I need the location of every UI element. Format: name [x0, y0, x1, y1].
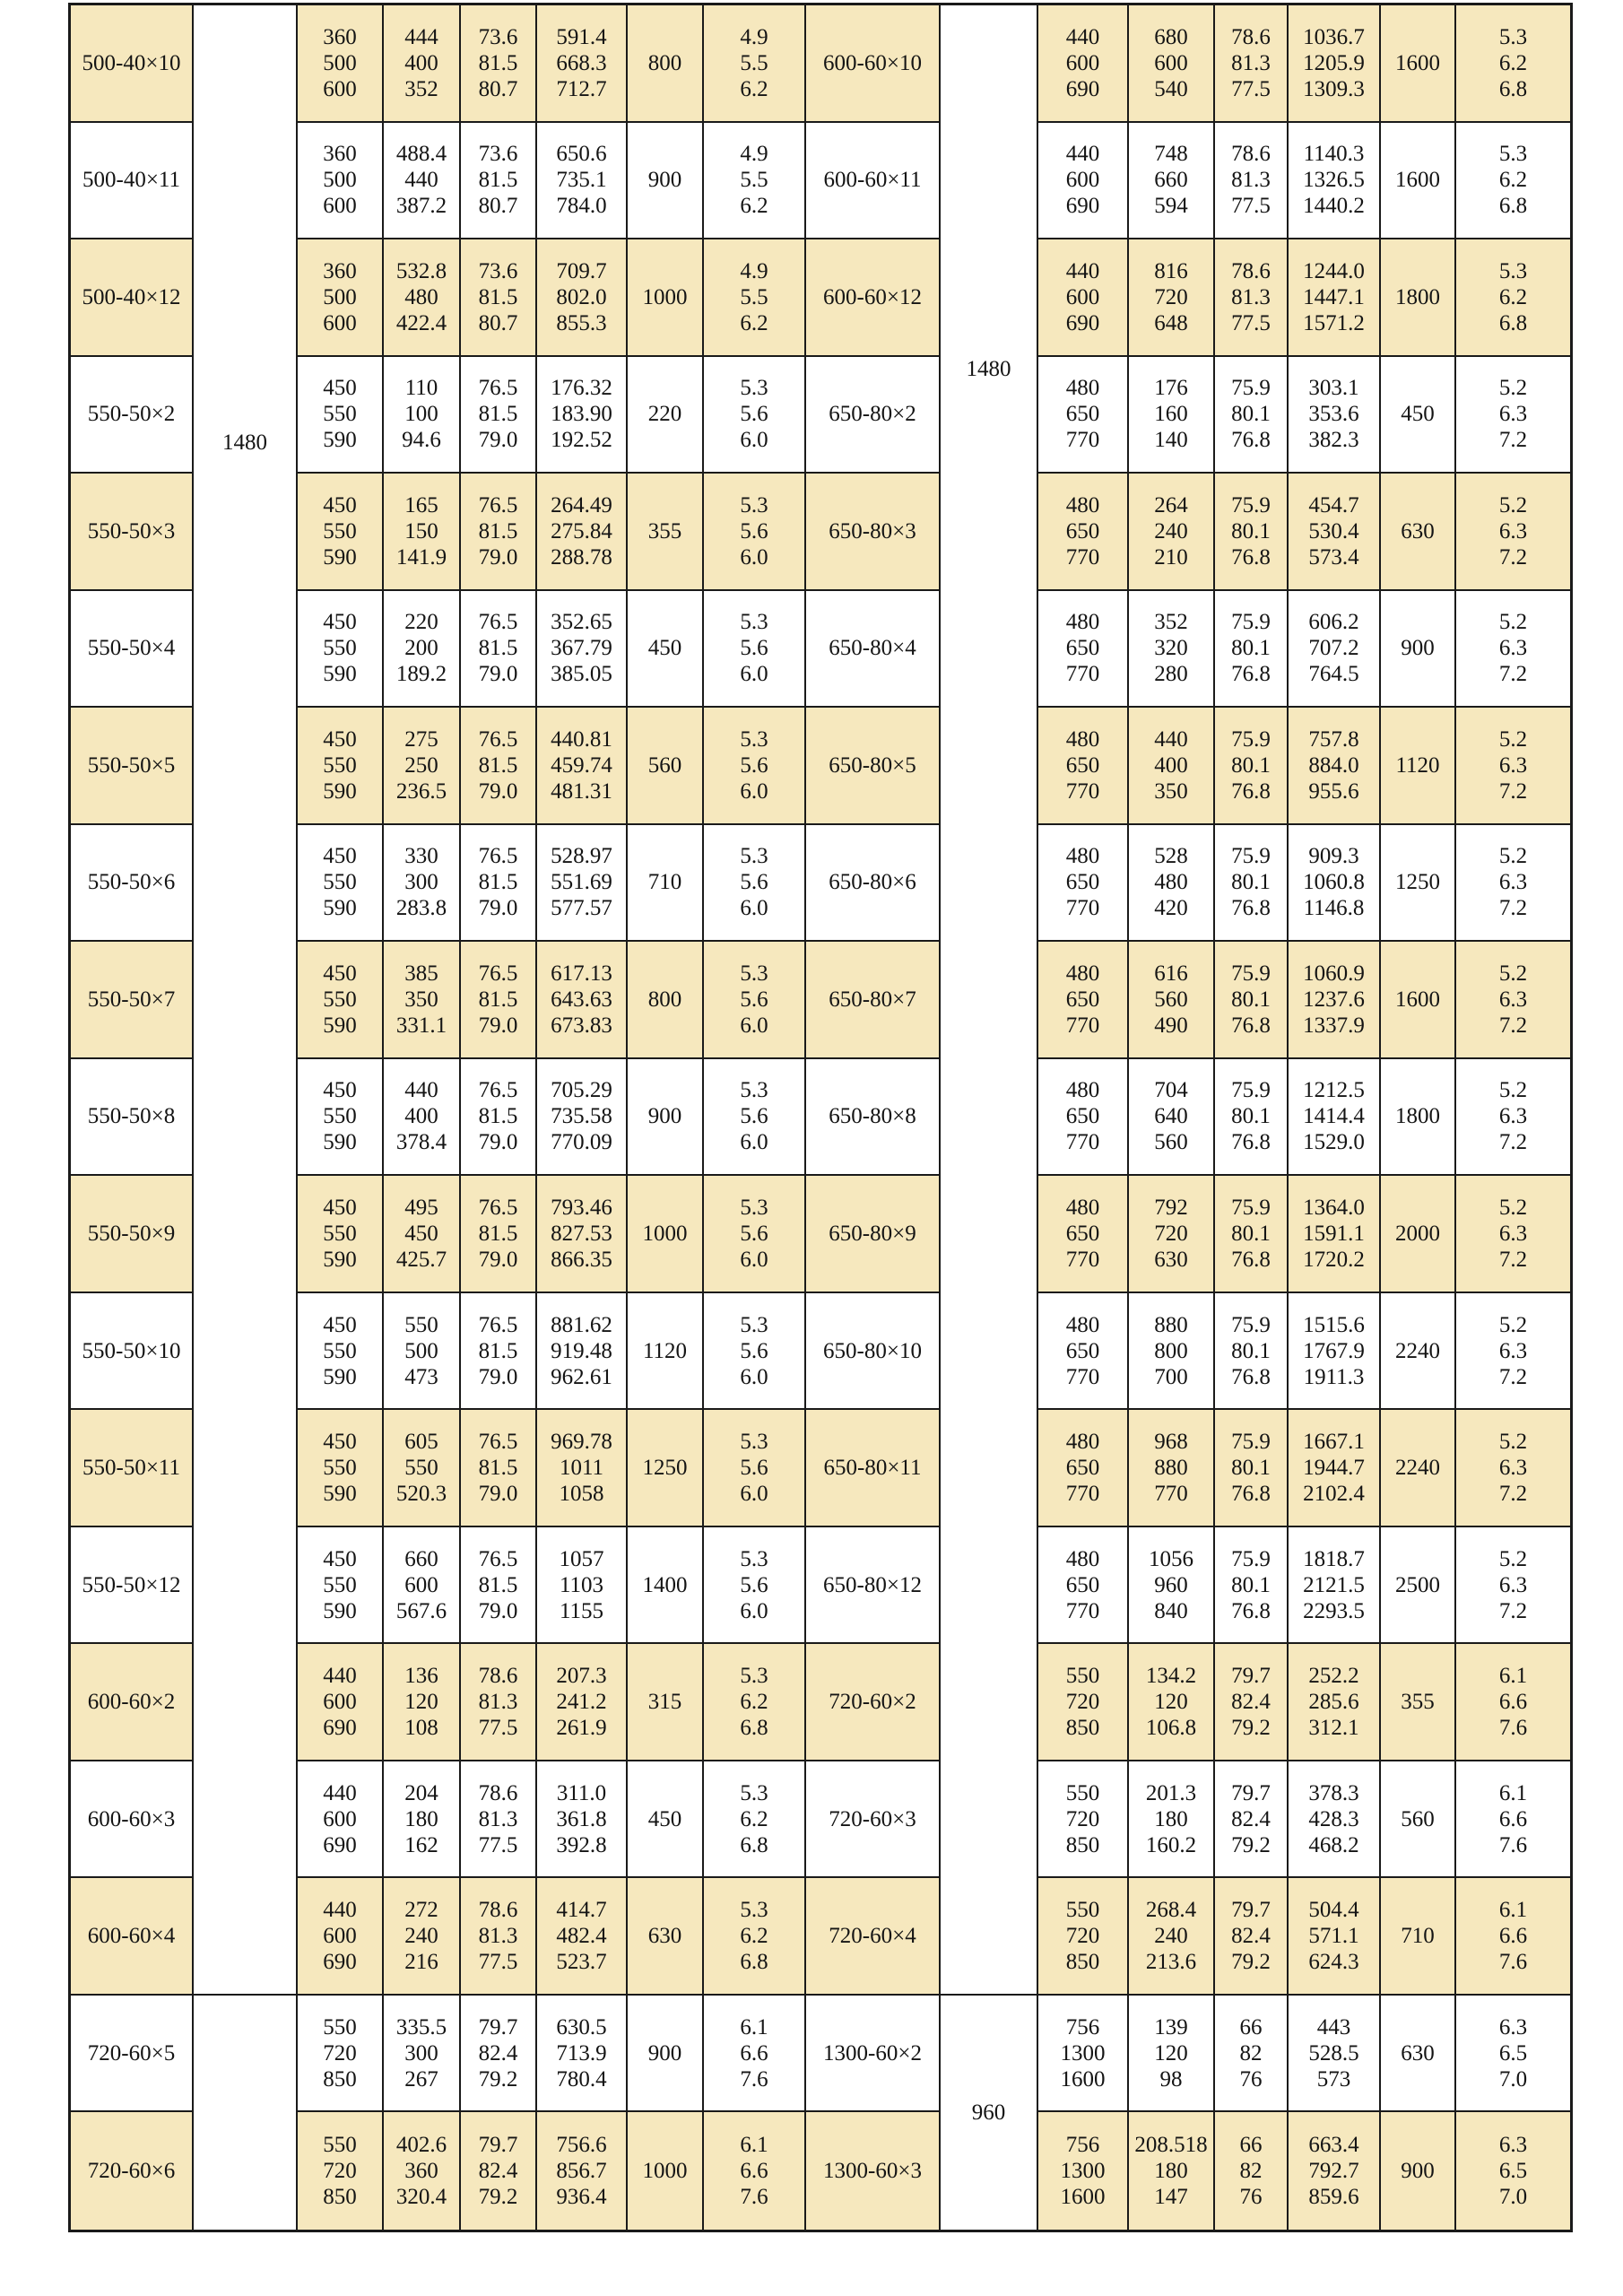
right-pressure-cell: 201.3 180 160.2 — [1129, 1761, 1215, 1879]
left-eff-cell: 76.5 81.5 79.0 — [461, 591, 537, 709]
left-flow-cell: 450 550 590 — [298, 357, 384, 474]
left-noise-cell: 6.1 6.6 7.6 — [704, 1996, 806, 2113]
left-model-cell: 550-50×5 — [71, 708, 194, 825]
left-model-cell: 600-60×2 — [71, 1644, 194, 1761]
right-eff-cell: 79.7 82.4 79.2 — [1215, 1761, 1289, 1879]
left-noise-cell: 4.9 5.5 6.2 — [704, 5, 806, 123]
right-flow-cell: 440 600 690 — [1038, 5, 1129, 123]
right-model-cell: 600-60×11 — [806, 123, 941, 240]
left-pressure-cell: 136 120 108 — [384, 1644, 461, 1761]
right-power-cell: 1036.7 1205.9 1309.3 — [1289, 5, 1381, 123]
right-model-cell: 650-80×7 — [806, 942, 941, 1059]
right-flow-cell: 550 720 850 — [1038, 1761, 1129, 1879]
right-model-cell: 650-80×9 — [806, 1176, 941, 1293]
right-power-cell: 606.2 707.2 764.5 — [1289, 591, 1381, 709]
left-pressure-cell: 488.4 440 387.2 — [384, 123, 461, 240]
left-pressure-cell: 272 240 216 — [384, 1878, 461, 1996]
left-pressure-cell: 440 400 378.4 — [384, 1059, 461, 1177]
right-noise-cell: 6.1 6.6 7.6 — [1456, 1878, 1570, 1996]
right-power-cell: 1140.3 1326.5 1440.2 — [1289, 123, 1381, 240]
right-pressure-cell: 176 160 140 — [1129, 357, 1215, 474]
right-pressure-cell: 208.518 180 147 — [1129, 2112, 1215, 2230]
left-model-cell: 550-50×10 — [71, 1293, 194, 1411]
right-model-cell: 650-80×2 — [806, 357, 941, 474]
left-model-cell: 550-50×2 — [71, 357, 194, 474]
right-model-cell: 650-80×12 — [806, 1527, 941, 1645]
left-power-cell: 793.46 827.53 866.35 — [537, 1176, 628, 1293]
left-eff-cell: 76.5 81.5 79.0 — [461, 357, 537, 474]
right-eff-cell: 78.6 81.3 77.5 — [1215, 239, 1289, 357]
left-eff-cell: 76.5 81.5 79.0 — [461, 1059, 537, 1177]
left-eff-cell: 73.6 81.5 80.7 — [461, 5, 537, 123]
right-noise-cell: 5.2 6.3 7.2 — [1456, 591, 1570, 709]
right-motor-cell: 1600 — [1381, 5, 1456, 123]
fan-spec-table — [68, 3, 1573, 2232]
right-motor-cell: 1800 — [1381, 1059, 1456, 1177]
right-motor-cell: 1250 — [1381, 825, 1456, 943]
right-motor-cell: 1600 — [1381, 942, 1456, 1059]
left-noise-cell: 6.1 6.6 7.6 — [704, 2112, 806, 2230]
left-pressure-cell: 402.6 360 320.4 — [384, 2112, 461, 2230]
right-noise-cell: 5.3 6.2 6.8 — [1456, 239, 1570, 357]
right-power-cell: 663.4 792.7 859.6 — [1289, 2112, 1381, 2230]
right-power-cell: 1212.5 1414.4 1529.0 — [1289, 1059, 1381, 1177]
left-power-cell: 440.81 459.74 481.31 — [537, 708, 628, 825]
left-eff-cell: 76.5 81.5 79.0 — [461, 942, 537, 1059]
right-model-cell: 650-80×8 — [806, 1059, 941, 1177]
left-motor-cell: 560 — [628, 708, 704, 825]
right-power-cell: 1515.6 1767.9 1911.3 — [1289, 1293, 1381, 1411]
right-flow-cell: 480 650 770 — [1038, 1293, 1129, 1411]
right-noise-cell: 5.2 6.3 7.2 — [1456, 708, 1570, 825]
right-motor-cell: 2500 — [1381, 1527, 1456, 1645]
left-power-cell: 1057 1103 1155 — [537, 1527, 628, 1645]
left-pressure-cell: 275 250 236.5 — [384, 708, 461, 825]
right-motor-cell: 900 — [1381, 2112, 1456, 2230]
right-motor-cell: 450 — [1381, 357, 1456, 474]
speed-value-right-tail: 960 — [971, 2100, 1006, 2125]
right-pressure-cell: 680 600 540 — [1129, 5, 1215, 123]
right-model-cell: 650-80×4 — [806, 591, 941, 709]
right-pressure-cell: 352 320 280 — [1129, 591, 1215, 709]
right-motor-cell: 1800 — [1381, 239, 1456, 357]
right-model-cell: 650-80×3 — [806, 474, 941, 591]
left-pressure-cell: 220 200 189.2 — [384, 591, 461, 709]
right-motor-cell: 630 — [1381, 474, 1456, 591]
left-flow-cell: 550 720 850 — [298, 2112, 384, 2230]
left-noise-cell: 4.9 5.5 6.2 — [704, 239, 806, 357]
left-eff-cell: 76.5 81.5 79.0 — [461, 474, 537, 591]
right-eff-cell: 75.9 80.1 76.8 — [1215, 1059, 1289, 1177]
right-model-cell: 720-60×3 — [806, 1761, 941, 1879]
left-model-cell: 600-60×3 — [71, 1761, 194, 1879]
right-motor-cell: 2240 — [1381, 1410, 1456, 1527]
right-eff-cell: 78.6 81.3 77.5 — [1215, 5, 1289, 123]
right-flow-cell: 480 650 770 — [1038, 1410, 1129, 1527]
right-power-cell: 1364.0 1591.1 1720.2 — [1289, 1176, 1381, 1293]
left-motor-cell: 1120 — [628, 1293, 704, 1411]
right-noise-cell: 5.2 6.3 7.2 — [1456, 1293, 1570, 1411]
right-noise-cell: 5.2 6.3 7.2 — [1456, 825, 1570, 943]
left-power-cell: 264.49 275.84 288.78 — [537, 474, 628, 591]
right-flow-cell: 480 650 770 — [1038, 825, 1129, 943]
left-flow-cell: 550 720 850 — [298, 1996, 384, 2113]
right-noise-cell: 5.3 6.2 6.8 — [1456, 123, 1570, 240]
left-model-cell: 550-50×12 — [71, 1527, 194, 1645]
speed-cell-right — [941, 5, 1038, 1996]
left-flow-cell: 440 600 690 — [298, 1761, 384, 1879]
right-model-cell: 600-60×10 — [806, 5, 941, 123]
right-pressure-cell: 264 240 210 — [1129, 474, 1215, 591]
left-model-cell: 720-60×5 — [71, 1996, 194, 2113]
right-power-cell: 443 528.5 573 — [1289, 1996, 1381, 2113]
right-pressure-cell: 704 640 560 — [1129, 1059, 1215, 1177]
right-motor-cell: 560 — [1381, 1761, 1456, 1879]
right-eff-cell: 75.9 80.1 76.8 — [1215, 1410, 1289, 1527]
right-eff-cell: 75.9 80.1 76.8 — [1215, 357, 1289, 474]
left-flow-cell: 440 600 690 — [298, 1878, 384, 1996]
left-noise-cell: 5.3 5.6 6.0 — [704, 942, 806, 1059]
left-pressure-cell: 660 600 567.6 — [384, 1527, 461, 1645]
left-power-cell: 630.5 713.9 780.4 — [537, 1996, 628, 2113]
left-noise-cell: 5.3 5.6 6.0 — [704, 474, 806, 591]
left-flow-cell: 450 550 590 — [298, 825, 384, 943]
right-pressure-cell: 528 480 420 — [1129, 825, 1215, 943]
left-noise-cell: 5.3 5.6 6.0 — [704, 825, 806, 943]
right-flow-cell: 440 600 690 — [1038, 239, 1129, 357]
left-pressure-cell: 444 400 352 — [384, 5, 461, 123]
left-model-cell: 550-50×11 — [71, 1410, 194, 1527]
right-eff-cell: 75.9 80.1 76.8 — [1215, 1527, 1289, 1645]
left-motor-cell: 630 — [628, 1878, 704, 1996]
left-flow-cell: 440 600 690 — [298, 1644, 384, 1761]
left-motor-cell: 800 — [628, 942, 704, 1059]
right-flow-cell: 550 720 850 — [1038, 1644, 1129, 1761]
right-noise-cell: 5.2 6.3 7.2 — [1456, 1059, 1570, 1177]
left-noise-cell: 5.3 5.6 6.0 — [704, 1410, 806, 1527]
left-power-cell: 176.32 183.90 192.52 — [537, 357, 628, 474]
left-model-cell: 550-50×4 — [71, 591, 194, 709]
right-flow-cell: 480 650 770 — [1038, 474, 1129, 591]
right-pressure-cell: 139 120 98 — [1129, 1996, 1215, 2113]
left-model-cell: 550-50×8 — [71, 1059, 194, 1177]
right-eff-cell: 75.9 80.1 76.8 — [1215, 474, 1289, 591]
left-noise-cell: 5.3 5.6 6.0 — [704, 1527, 806, 1645]
left-model-cell: 500-40×12 — [71, 239, 194, 357]
left-flow-cell: 450 550 590 — [298, 1410, 384, 1527]
left-noise-cell: 5.3 5.6 6.0 — [704, 1293, 806, 1411]
left-flow-cell: 450 550 590 — [298, 942, 384, 1059]
right-flow-cell: 756 1300 1600 — [1038, 2112, 1129, 2230]
left-power-cell: 591.4 668.3 712.7 — [537, 5, 628, 123]
left-eff-cell: 76.5 81.5 79.0 — [461, 1176, 537, 1293]
right-noise-cell: 5.2 6.3 7.2 — [1456, 1527, 1570, 1645]
right-pressure-cell: 748 660 594 — [1129, 123, 1215, 240]
left-flow-cell: 360 500 600 — [298, 5, 384, 123]
speed-value-left: 1480 — [222, 430, 267, 455]
right-noise-cell: 5.2 6.3 7.2 — [1456, 474, 1570, 591]
right-flow-cell: 480 650 770 — [1038, 1527, 1129, 1645]
left-model-cell: 600-60×4 — [71, 1878, 194, 1996]
left-noise-cell: 5.3 5.6 6.0 — [704, 708, 806, 825]
right-model-cell: 650-80×5 — [806, 708, 941, 825]
left-eff-cell: 76.5 81.5 79.0 — [461, 1527, 537, 1645]
left-power-cell: 881.62 919.48 962.61 — [537, 1293, 628, 1411]
right-flow-cell: 550 720 850 — [1038, 1878, 1129, 1996]
right-motor-cell: 710 — [1381, 1878, 1456, 1996]
right-eff-cell: 78.6 81.3 77.5 — [1215, 123, 1289, 240]
right-power-cell: 504.4 571.1 624.3 — [1289, 1878, 1381, 1996]
right-power-cell: 1060.9 1237.6 1337.9 — [1289, 942, 1381, 1059]
left-flow-cell: 450 550 590 — [298, 474, 384, 591]
left-pressure-cell: 330 300 283.8 — [384, 825, 461, 943]
right-noise-cell: 5.2 6.3 7.2 — [1456, 942, 1570, 1059]
right-pressure-cell: 616 560 490 — [1129, 942, 1215, 1059]
right-motor-cell: 1600 — [1381, 123, 1456, 240]
left-motor-cell: 1250 — [628, 1410, 704, 1527]
left-model-cell: 720-60×6 — [71, 2112, 194, 2230]
right-power-cell: 303.1 353.6 382.3 — [1289, 357, 1381, 474]
right-eff-cell: 75.9 80.1 76.8 — [1215, 708, 1289, 825]
left-power-cell: 352.65 367.79 385.05 — [537, 591, 628, 709]
right-flow-cell: 480 650 770 — [1038, 1176, 1129, 1293]
left-flow-cell: 360 500 600 — [298, 123, 384, 240]
left-motor-cell: 450 — [628, 591, 704, 709]
right-pressure-cell: 440 400 350 — [1129, 708, 1215, 825]
right-power-cell: 1244.0 1447.1 1571.2 — [1289, 239, 1381, 357]
right-pressure-cell: 268.4 240 213.6 — [1129, 1878, 1215, 1996]
right-flow-cell: 756 1300 1600 — [1038, 1996, 1129, 2113]
left-eff-cell: 76.5 81.5 79.0 — [461, 1293, 537, 1411]
left-noise-cell: 4.9 5.5 6.2 — [704, 123, 806, 240]
right-flow-cell: 480 650 770 — [1038, 942, 1129, 1059]
left-power-cell: 528.97 551.69 577.57 — [537, 825, 628, 943]
left-model-cell: 500-40×10 — [71, 5, 194, 123]
right-motor-cell: 2240 — [1381, 1293, 1456, 1411]
left-motor-cell: 1000 — [628, 1176, 704, 1293]
left-pressure-cell: 495 450 425.7 — [384, 1176, 461, 1293]
left-power-cell: 650.6 735.1 784.0 — [537, 123, 628, 240]
left-power-cell: 414.7 482.4 523.7 — [537, 1878, 628, 1996]
left-pressure-cell: 335.5 300 267 — [384, 1996, 461, 2113]
right-motor-cell: 355 — [1381, 1644, 1456, 1761]
left-noise-cell: 5.3 5.6 6.0 — [704, 591, 806, 709]
left-pressure-cell: 385 350 331.1 — [384, 942, 461, 1059]
right-pressure-cell: 968 880 770 — [1129, 1410, 1215, 1527]
left-eff-cell: 78.6 81.3 77.5 — [461, 1761, 537, 1879]
right-eff-cell: 79.7 82.4 79.2 — [1215, 1878, 1289, 1996]
right-eff-cell: 75.9 80.1 76.8 — [1215, 1176, 1289, 1293]
right-power-cell: 454.7 530.4 573.4 — [1289, 474, 1381, 591]
left-eff-cell: 79.7 82.4 79.2 — [461, 1996, 537, 2113]
right-noise-cell: 6.3 6.5 7.0 — [1456, 1996, 1570, 2113]
left-flow-cell: 450 550 590 — [298, 1527, 384, 1645]
right-noise-cell: 6.1 6.6 7.6 — [1456, 1761, 1570, 1879]
left-eff-cell: 78.6 81.3 77.5 — [461, 1644, 537, 1761]
left-motor-cell: 900 — [628, 1996, 704, 2113]
left-pressure-cell: 550 500 473 — [384, 1293, 461, 1411]
left-eff-cell: 73.6 81.5 80.7 — [461, 239, 537, 357]
left-flow-cell: 450 550 590 — [298, 1059, 384, 1177]
right-eff-cell: 79.7 82.4 79.2 — [1215, 1644, 1289, 1761]
left-pressure-cell: 605 550 520.3 — [384, 1410, 461, 1527]
left-pressure-cell: 204 180 162 — [384, 1761, 461, 1879]
left-eff-cell: 73.6 81.5 80.7 — [461, 123, 537, 240]
left-model-cell: 500-40×11 — [71, 123, 194, 240]
left-noise-cell: 5.3 6.2 6.8 — [704, 1878, 806, 1996]
left-model-cell: 550-50×9 — [71, 1176, 194, 1293]
right-flow-cell: 440 600 690 — [1038, 123, 1129, 240]
right-eff-cell: 75.9 80.1 76.8 — [1215, 942, 1289, 1059]
left-power-cell: 617.13 643.63 673.83 — [537, 942, 628, 1059]
right-pressure-cell: 792 720 630 — [1129, 1176, 1215, 1293]
left-noise-cell: 5.3 5.6 6.0 — [704, 1059, 806, 1177]
left-power-cell: 756.6 856.7 936.4 — [537, 2112, 628, 2230]
left-motor-cell: 1000 — [628, 2112, 704, 2230]
right-power-cell: 252.2 285.6 312.1 — [1289, 1644, 1381, 1761]
left-power-cell: 207.3 241.2 261.9 — [537, 1644, 628, 1761]
left-flow-cell: 450 550 590 — [298, 1176, 384, 1293]
left-motor-cell: 900 — [628, 1059, 704, 1177]
left-motor-cell: 355 — [628, 474, 704, 591]
right-model-cell: 1300-60×2 — [806, 1996, 941, 2113]
right-model-cell: 1300-60×3 — [806, 2112, 941, 2230]
left-pressure-cell: 165 150 141.9 — [384, 474, 461, 591]
right-eff-cell: 75.9 80.1 76.8 — [1215, 825, 1289, 943]
right-pressure-cell: 134.2 120 106.8 — [1129, 1644, 1215, 1761]
right-noise-cell: 6.1 6.6 7.6 — [1456, 1644, 1570, 1761]
right-model-cell: 650-80×6 — [806, 825, 941, 943]
right-eff-cell: 75.9 80.1 76.8 — [1215, 1293, 1289, 1411]
left-motor-cell: 1400 — [628, 1527, 704, 1645]
left-motor-cell: 1000 — [628, 239, 704, 357]
left-flow-cell: 450 550 590 — [298, 591, 384, 709]
speed-cell-right-tail — [941, 1996, 1038, 2230]
right-power-cell: 757.8 884.0 955.6 — [1289, 708, 1381, 825]
left-flow-cell: 360 500 600 — [298, 239, 384, 357]
right-flow-cell: 480 650 770 — [1038, 591, 1129, 709]
right-power-cell: 909.3 1060.8 1146.8 — [1289, 825, 1381, 943]
left-flow-cell: 450 550 590 — [298, 708, 384, 825]
left-noise-cell: 5.3 6.2 6.8 — [704, 1761, 806, 1879]
speed-cell-left-empty — [194, 1996, 298, 2230]
speed-cell-left — [194, 5, 298, 1996]
right-eff-cell: 66 82 76 — [1215, 1996, 1289, 2113]
right-noise-cell: 5.3 6.2 6.8 — [1456, 5, 1570, 123]
right-pressure-cell: 1056 960 840 — [1129, 1527, 1215, 1645]
left-motor-cell: 800 — [628, 5, 704, 123]
left-flow-cell: 450 550 590 — [298, 1293, 384, 1411]
right-power-cell: 378.3 428.3 468.2 — [1289, 1761, 1381, 1879]
left-motor-cell: 220 — [628, 357, 704, 474]
left-power-cell: 311.0 361.8 392.8 — [537, 1761, 628, 1879]
left-power-cell: 709.7 802.0 855.3 — [537, 239, 628, 357]
right-model-cell: 650-80×11 — [806, 1410, 941, 1527]
right-motor-cell: 630 — [1381, 1996, 1456, 2113]
left-power-cell: 705.29 735.58 770.09 — [537, 1059, 628, 1177]
left-eff-cell: 76.5 81.5 79.0 — [461, 708, 537, 825]
right-model-cell: 600-60×12 — [806, 239, 941, 357]
speed-value-right: 1480 — [966, 357, 1011, 381]
right-pressure-cell: 816 720 648 — [1129, 239, 1215, 357]
left-noise-cell: 5.3 5.6 6.0 — [704, 357, 806, 474]
right-flow-cell: 480 650 770 — [1038, 357, 1129, 474]
left-pressure-cell: 110 100 94.6 — [384, 357, 461, 474]
left-eff-cell: 76.5 81.5 79.0 — [461, 1410, 537, 1527]
right-noise-cell: 6.3 6.5 7.0 — [1456, 2112, 1570, 2230]
right-eff-cell: 75.9 80.1 76.8 — [1215, 591, 1289, 709]
left-motor-cell: 900 — [628, 123, 704, 240]
right-motor-cell: 1120 — [1381, 708, 1456, 825]
left-model-cell: 550-50×6 — [71, 825, 194, 943]
right-flow-cell: 480 650 770 — [1038, 1059, 1129, 1177]
right-power-cell: 1818.7 2121.5 2293.5 — [1289, 1527, 1381, 1645]
left-motor-cell: 450 — [628, 1761, 704, 1879]
right-noise-cell: 5.2 6.3 7.2 — [1456, 1410, 1570, 1527]
left-eff-cell: 79.7 82.4 79.2 — [461, 2112, 537, 2230]
right-noise-cell: 5.2 6.3 7.2 — [1456, 357, 1570, 474]
right-motor-cell: 2000 — [1381, 1176, 1456, 1293]
left-eff-cell: 78.6 81.3 77.5 — [461, 1878, 537, 1996]
right-pressure-cell: 880 800 700 — [1129, 1293, 1215, 1411]
left-motor-cell: 710 — [628, 825, 704, 943]
right-model-cell: 650-80×10 — [806, 1293, 941, 1411]
right-noise-cell: 5.2 6.3 7.2 — [1456, 1176, 1570, 1293]
left-noise-cell: 5.3 5.6 6.0 — [704, 1176, 806, 1293]
right-power-cell: 1667.1 1944.7 2102.4 — [1289, 1410, 1381, 1527]
right-motor-cell: 900 — [1381, 591, 1456, 709]
left-eff-cell: 76.5 81.5 79.0 — [461, 825, 537, 943]
right-model-cell: 720-60×4 — [806, 1878, 941, 1996]
left-noise-cell: 5.3 6.2 6.8 — [704, 1644, 806, 1761]
left-pressure-cell: 532.8 480 422.4 — [384, 239, 461, 357]
right-eff-cell: 66 82 76 — [1215, 2112, 1289, 2230]
right-flow-cell: 480 650 770 — [1038, 708, 1129, 825]
left-model-cell: 550-50×3 — [71, 474, 194, 591]
left-model-cell: 550-50×7 — [71, 942, 194, 1059]
left-motor-cell: 315 — [628, 1644, 704, 1761]
right-model-cell: 720-60×2 — [806, 1644, 941, 1761]
left-power-cell: 969.78 1011 1058 — [537, 1410, 628, 1527]
